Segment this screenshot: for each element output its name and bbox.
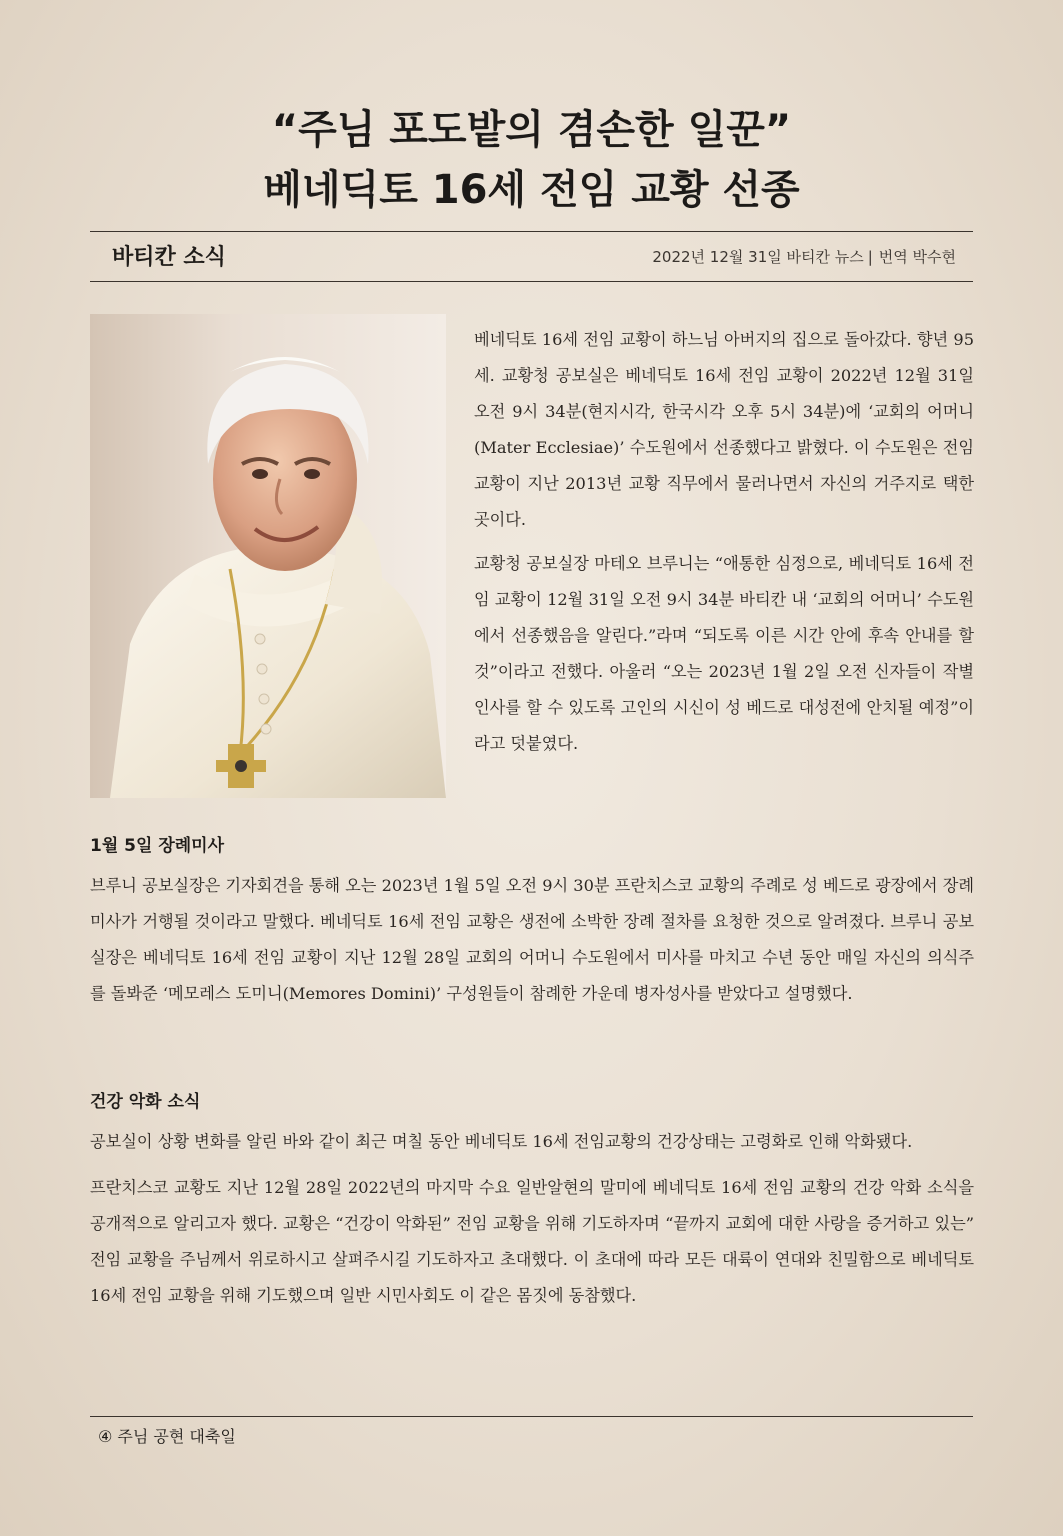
health-section-body: [90, 1124, 974, 1324]
article-title: [0, 100, 1063, 220]
lead-text: [474, 322, 974, 770]
byline-translator: 번역 박수현: [878, 248, 956, 266]
title-line-1: “주님 포도밭의 겸손한 일꾼”: [271, 107, 792, 153]
subhead-health-news: 건강 악화 소식: [90, 1092, 201, 1112]
body-paragraph: 공보실이 상황 변화를 알린 바와 같이 최근 며칠 동안 베네딕토 16세 전임교황의 건강상태는 고령화로 인해 악화됐다.: [90, 1132, 913, 1151]
title-line-2: 베네딕토 16세 전임 교황 선종: [263, 167, 800, 213]
subhead-funeral-mass: 1월 5일 장례미사: [90, 836, 225, 856]
footer-rule: [90, 1416, 973, 1417]
section-label: 바티칸 소식: [112, 245, 226, 270]
body-paragraph: 브루니 공보실장은 기자회견을 통해 오는 2023년 1월 5일 오전 9시 30분 프란치스코 교황의 주례로 성 베드로 광장에서 장례미사가 거행될 것이라고 말했다. 베네딕토 16세 전임 교황은 생전에 소박한 장례 절차를 요청한 것으로 알려졌다. 브루니 공보실장은 베네딕토 16세 전임 교황이 지난 12월 28일 교회의 어머니 수도원에서 미사를 마치고 수년 동안 매일 자신의 의식주를 돌봐준 ‘메모레스 도미니(Memores Domini)’ 구성원들이 참례한 가운데 병자성사를 받았다고 설명했다.: [90, 876, 974, 1003]
page-footer-label: ④ 주님 공현 대축일: [98, 1427, 236, 1446]
byline: [652, 246, 956, 267]
byline-separator: |: [867, 248, 873, 266]
lead-paragraph: 교황청 공보실장 마테오 브루니는 “애통한 심정으로, 베네딕토 16세 전임 교황이 12월 31일 오전 9시 34분 바티칸 내 ‘교회의 어머니’ 수도원에서 선종했음을 알린다.”라며 “되도록 이른 시간 안에 후속 안내를 할 것”이라고 전했다. 아울러 “오는 2023년 1월 2일 오전 신자들이 작별인사를 할 수 있도록 고인의 시신이 성 베드로 대성전에 안치될 예정”이라고 덧붙였다.: [474, 554, 974, 753]
byline-source: 2022년 12월 31일 바티칸 뉴스: [652, 248, 864, 266]
pope-portrait-photo: [90, 314, 446, 798]
body-paragraph: 프란치스코 교황도 지난 12월 28일 2022년의 마지막 수요 일반알현의 말미에 베네딕토 16세 전임 교황의 건강 악화 소식을 공개적으로 알리고자 했다. 교황은 “건강이 악화된” 전임 교황을 위해 기도하자며 “끝까지 교회에 대한 사랑을 증거하고 있는” 전임 교황을 주님께서 위로하시고 살펴주시길 기도하자고 초대했다. 이 초대에 따라 모든 대륙이 연대와 친밀함으로 베네딕토 16세 전임 교황을 위해 기도했으며 일반 시민사회도 이 같은 몸짓에 동참했다.: [90, 1178, 974, 1305]
lead-paragraph: 베네딕토 16세 전임 교황이 하느님 아버지의 집으로 돌아갔다. 향년 95세. 교황청 공보실은 베네딕토 16세 전임 교황이 2022년 12월 31일 오전 9시 34분(현지시각, 한국시각 오후 5시 34분)에 ‘교회의 어머니(Mater Ecclesiae)’ 수도원에서 선종했다고 밝혔다. 이 수도원은 전임교황이 지난 2013년 교황 직무에서 물러나면서 자신의 거주지로 택한 곳이다.: [474, 330, 974, 529]
header-bottom-rule: [90, 281, 973, 282]
portrait-illustration: [90, 314, 446, 798]
top-rule: [90, 231, 973, 232]
funeral-section-body: [90, 868, 974, 1022]
